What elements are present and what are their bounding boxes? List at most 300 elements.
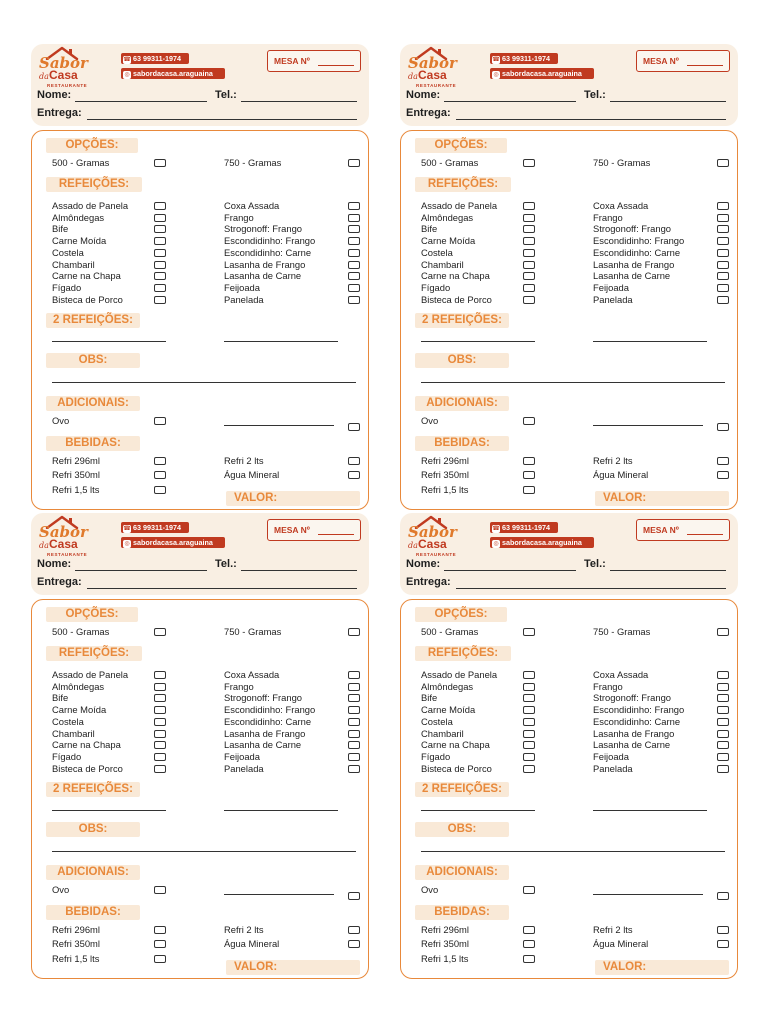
meal-strogonoff-frango-label: Strogonoff: Frango — [593, 692, 672, 704]
meal-bife-checkbox[interactable] — [523, 694, 535, 702]
meal-coxa-assada-checkbox[interactable] — [348, 202, 360, 210]
meal-frango-checkbox[interactable] — [717, 214, 729, 222]
instagram-badge — [121, 68, 225, 79]
meal-figado-checkbox[interactable] — [154, 284, 166, 292]
extra-egg-checkbox[interactable] — [154, 886, 166, 894]
meal-almondegas-label: Almôndegas — [52, 680, 105, 692]
drink-refri-296ml-label: Refri 296ml — [421, 455, 469, 466]
meal-assado-de-panela-label: Assado de Panela — [52, 669, 129, 680]
meal-frango-checkbox[interactable] — [717, 683, 729, 691]
logo-text-da: da — [39, 541, 49, 550]
phone-icon: ☎ — [123, 526, 131, 532]
meal-assado-de-panela-checkbox[interactable] — [523, 671, 535, 679]
drink-refri-1-5-lts-label: Refri 1,5 lts — [52, 483, 100, 495]
table-number-box[interactable] — [636, 519, 730, 541]
meal-carne-na-chapa-label: Carne na Chapa — [421, 270, 490, 282]
extra-egg-label: Ovo — [52, 884, 70, 895]
phone-field[interactable] — [610, 101, 726, 102]
section-extras: ADICIONAIS: — [415, 396, 509, 411]
meal-strogonoff-frango-label: Strogonoff: Frango — [224, 223, 303, 235]
section-meals: REFEIÇÕES: — [415, 646, 511, 661]
table-number-box[interactable] — [267, 50, 361, 72]
meal-bife-label: Bife — [52, 223, 69, 235]
meal-figado-label: Fígado — [52, 750, 82, 762]
phone-badge — [490, 522, 558, 533]
meal-chambaril-label: Chambaril — [52, 258, 95, 270]
extra-other-checkbox[interactable] — [348, 423, 360, 431]
meal-carne-moida-label: Carne Moída — [421, 235, 476, 247]
meal-strogonoff-frango-checkbox[interactable] — [348, 694, 360, 702]
meal-costela-label: Costela — [52, 715, 84, 727]
phone-number: 63 99311-1974 — [502, 523, 550, 532]
logo-text-da: da — [39, 72, 49, 81]
drink-refri-1-5-lts-checkbox[interactable] — [523, 955, 535, 963]
drink-refri-1-5-lts-label: Refri 1,5 lts — [52, 952, 100, 964]
meal-assado-de-panela-checkbox[interactable] — [523, 202, 535, 210]
option-500g-checkbox[interactable] — [154, 159, 166, 167]
logo-text-sabor: Sabor — [408, 54, 457, 72]
meal-escondidinho-frango-checkbox[interactable] — [717, 706, 729, 714]
meal-lasanha-de-frango-checkbox[interactable] — [717, 261, 729, 269]
name-field[interactable] — [75, 570, 207, 571]
meal-costela-checkbox[interactable] — [523, 249, 535, 257]
phone-field[interactable] — [241, 101, 357, 102]
instagram-handle: sabordacasa.araguaina — [133, 69, 213, 78]
meal-chambaril-checkbox[interactable] — [154, 730, 166, 738]
section-drinks: BEBIDAS: — [415, 905, 509, 920]
meal-panelada-label: Panelada — [224, 293, 264, 305]
delivery-field[interactable] — [87, 588, 357, 589]
meal-almondegas-label: Almôndegas — [52, 211, 105, 223]
meal-escondidinho-carne-label: Escondidinho: Carne — [593, 246, 681, 258]
phone-icon: ☎ — [123, 57, 131, 63]
meal-coxa-assada-label: Coxa Assada — [593, 669, 649, 680]
phone-field[interactable] — [241, 570, 357, 571]
two-meals-field-1[interactable] — [52, 341, 166, 342]
notes-field[interactable] — [421, 851, 725, 852]
name-field[interactable] — [75, 101, 207, 102]
instagram-icon: ◎ — [493, 72, 499, 78]
ticket-body — [31, 130, 369, 510]
name-label: Nome: — [406, 89, 441, 101]
ticket-body — [31, 599, 369, 979]
meal-strogonoff-frango-label: Strogonoff: Frango — [593, 223, 672, 235]
drink-refri-1-5-lts-label: Refri 1,5 lts — [421, 483, 469, 495]
meal-feijoada-checkbox[interactable] — [717, 753, 729, 761]
meal-panelada-checkbox[interactable] — [348, 296, 360, 304]
section-drinks: BEBIDAS: — [46, 905, 140, 920]
drink-refri-350ml-checkbox[interactable] — [523, 940, 535, 948]
meal-strogonoff-frango-checkbox[interactable] — [717, 225, 729, 233]
meal-bisteca-de-porco-label: Bisteca de Porco — [421, 293, 492, 305]
meal-bisteca-de-porco-label: Bisteca de Porco — [52, 762, 123, 774]
meal-carne-na-chapa-label: Carne na Chapa — [52, 270, 121, 282]
option-500g-checkbox[interactable] — [523, 628, 535, 636]
option-750g-label: 750 - Gramas — [224, 626, 282, 637]
meal-assado-de-panela-label: Assado de Panela — [421, 200, 498, 211]
table-number-field[interactable] — [687, 65, 723, 66]
restaurant-logo — [404, 46, 484, 92]
instagram-badge — [490, 68, 594, 79]
meal-assado-de-panela-checkbox[interactable] — [154, 202, 166, 210]
instagram-badge — [121, 537, 225, 548]
meal-panelada-checkbox[interactable] — [348, 765, 360, 773]
meal-chambaril-label: Chambaril — [52, 727, 95, 739]
extra-egg-label: Ovo — [421, 884, 439, 895]
table-number-field[interactable] — [318, 534, 354, 535]
phone-number: 63 99311-1974 — [133, 54, 181, 63]
option-750g-checkbox[interactable] — [348, 159, 360, 167]
meal-almondegas-checkbox[interactable] — [154, 683, 166, 691]
meal-lasanha-de-frango-checkbox[interactable] — [348, 261, 360, 269]
meal-bisteca-de-porco-checkbox[interactable] — [523, 765, 535, 773]
meal-frango-checkbox[interactable] — [348, 214, 360, 222]
extra-other-checkbox[interactable] — [348, 892, 360, 900]
total-value-field[interactable]: VALOR: — [595, 960, 729, 975]
drink-agua-mineral-checkbox[interactable] — [348, 940, 360, 948]
meal-chambaril-checkbox[interactable] — [523, 261, 535, 269]
drink-refri-2-lts-label: Refri 2 lts — [593, 455, 633, 466]
phone-label: Tel.: — [584, 558, 606, 570]
drink-refri-350ml-label: Refri 350ml — [52, 938, 100, 950]
drink-refri-350ml-checkbox[interactable] — [523, 471, 535, 479]
instagram-icon: ◎ — [124, 541, 130, 547]
logo-text-casa: Casa — [418, 68, 447, 82]
drink-refri-296ml-label: Refri 296ml — [52, 924, 100, 935]
meal-bife-checkbox[interactable] — [154, 694, 166, 702]
meal-lasanha-de-frango-checkbox[interactable] — [348, 730, 360, 738]
meal-coxa-assada-checkbox[interactable] — [717, 671, 729, 679]
drink-refri-296ml-checkbox[interactable] — [154, 926, 166, 934]
restaurant-logo — [35, 46, 115, 92]
meal-carne-moida-checkbox[interactable] — [523, 237, 535, 245]
meal-panelada-label: Panelada — [224, 762, 264, 774]
drink-refri-2-lts-label: Refri 2 lts — [593, 924, 633, 935]
option-750g-label: 750 - Gramas — [224, 157, 282, 168]
meal-assado-de-panela-label: Assado de Panela — [52, 200, 129, 211]
drink-agua-mineral-checkbox[interactable] — [348, 471, 360, 479]
extra-other-field[interactable] — [224, 894, 334, 895]
logo-text-restaurante: RESTAURANTE — [416, 552, 457, 557]
name-field[interactable] — [444, 101, 576, 102]
ticket-header — [31, 513, 369, 595]
drink-refri-296ml-label: Refri 296ml — [421, 924, 469, 935]
meal-assado-de-panela-checkbox[interactable] — [154, 671, 166, 679]
instagram-handle: sabordacasa.araguaina — [502, 69, 582, 78]
meal-bisteca-de-porco-checkbox[interactable] — [154, 765, 166, 773]
logo-text-casa: Casa — [49, 537, 78, 551]
two-meals-field-2[interactable] — [224, 810, 338, 811]
meal-frango-label: Frango — [224, 211, 254, 223]
meal-almondegas-checkbox[interactable] — [523, 683, 535, 691]
drink-refri-2-lts-checkbox[interactable] — [348, 926, 360, 934]
phone-badge — [490, 53, 558, 64]
section-meals: REFEIÇÕES: — [415, 177, 511, 192]
option-750g-checkbox[interactable] — [717, 159, 729, 167]
extra-egg-checkbox[interactable] — [154, 417, 166, 425]
meal-panelada-checkbox[interactable] — [717, 296, 729, 304]
meal-figado-checkbox[interactable] — [523, 753, 535, 761]
meal-coxa-assada-checkbox[interactable] — [348, 671, 360, 679]
delivery-field[interactable] — [87, 119, 357, 120]
instagram-handle: sabordacasa.araguaina — [133, 538, 213, 547]
table-number-box[interactable] — [267, 519, 361, 541]
total-value-field[interactable]: VALOR: — [226, 491, 360, 506]
extra-other-checkbox[interactable] — [717, 892, 729, 900]
phone-badge — [121, 522, 189, 533]
two-meals-field-1[interactable] — [421, 810, 535, 811]
name-label: Nome: — [37, 558, 72, 570]
meal-bisteca-de-porco-checkbox[interactable] — [154, 296, 166, 304]
meal-strogonoff-frango-label: Strogonoff: Frango — [224, 692, 303, 704]
meal-escondidinho-carne-checkbox[interactable] — [717, 249, 729, 257]
drink-refri-350ml-checkbox[interactable] — [154, 471, 166, 479]
section-two-meals: 2 REFEIÇÕES: — [46, 782, 140, 797]
section-notes: OBS: — [46, 822, 140, 837]
option-500g-checkbox[interactable] — [154, 628, 166, 636]
meal-lasanha-de-carne-checkbox[interactable] — [348, 741, 360, 749]
meal-lasanha-de-carne-checkbox[interactable] — [717, 272, 729, 280]
meal-chambaril-label: Chambaril — [421, 258, 464, 270]
logo-text-casa: Casa — [418, 537, 447, 551]
name-label: Nome: — [37, 89, 72, 101]
section-meals: REFEIÇÕES: — [46, 646, 142, 661]
drink-refri-1-5-lts-checkbox[interactable] — [523, 486, 535, 494]
meal-escondidinho-carne-checkbox[interactable] — [348, 718, 360, 726]
order-ticket — [31, 513, 369, 979]
meal-coxa-assada-label: Coxa Assada — [593, 200, 649, 211]
meal-lasanha-de-carne-label: Lasanha de Carne — [224, 739, 302, 751]
option-750g-checkbox[interactable] — [717, 628, 729, 636]
meal-lasanha-de-frango-label: Lasanha de Frango — [593, 727, 675, 739]
option-750g-checkbox[interactable] — [348, 628, 360, 636]
meal-feijoada-checkbox[interactable] — [348, 284, 360, 292]
meal-carne-na-chapa-checkbox[interactable] — [154, 741, 166, 749]
section-options: OPÇÕES: — [415, 138, 507, 153]
drink-refri-296ml-checkbox[interactable] — [154, 457, 166, 465]
meal-feijoada-label: Feijoada — [593, 750, 629, 762]
meal-carne-moida-label: Carne Moída — [421, 704, 476, 716]
phone-number: 63 99311-1974 — [502, 54, 550, 63]
meal-bife-checkbox[interactable] — [154, 225, 166, 233]
meal-lasanha-de-carne-checkbox[interactable] — [717, 741, 729, 749]
meal-coxa-assada-checkbox[interactable] — [717, 202, 729, 210]
option-500g-label: 500 - Gramas — [421, 157, 479, 168]
section-extras: ADICIONAIS: — [46, 865, 140, 880]
meal-bife-label: Bife — [52, 692, 69, 704]
table-number-label: MESA Nº — [274, 56, 310, 66]
logo-text-casa: Casa — [49, 68, 78, 82]
meal-escondidinho-frango-label: Escondidinho: Frango — [593, 704, 685, 716]
delivery-label: Entrega: — [37, 107, 82, 119]
delivery-field[interactable] — [456, 588, 726, 589]
meal-frango-checkbox[interactable] — [348, 683, 360, 691]
extra-other-field[interactable] — [593, 894, 703, 895]
meal-chambaril-checkbox[interactable] — [523, 730, 535, 738]
notes-field[interactable] — [52, 851, 356, 852]
meal-costela-checkbox[interactable] — [523, 718, 535, 726]
meal-lasanha-de-carne-checkbox[interactable] — [348, 272, 360, 280]
meal-almondegas-checkbox[interactable] — [523, 214, 535, 222]
meal-feijoada-label: Feijoada — [224, 281, 260, 293]
meal-escondidinho-frango-checkbox[interactable] — [348, 706, 360, 714]
drink-agua-mineral-label: Água Mineral — [593, 469, 649, 481]
meal-carne-na-chapa-checkbox[interactable] — [523, 741, 535, 749]
meal-bife-checkbox[interactable] — [523, 225, 535, 233]
meal-bife-label: Bife — [421, 692, 438, 704]
extra-other-field[interactable] — [224, 425, 334, 426]
meal-figado-label: Fígado — [52, 281, 82, 293]
table-number-label: MESA Nº — [643, 525, 679, 535]
two-meals-field-1[interactable] — [421, 341, 535, 342]
meal-carne-moida-checkbox[interactable] — [523, 706, 535, 714]
drink-refri-1-5-lts-checkbox[interactable] — [154, 955, 166, 963]
meal-chambaril-checkbox[interactable] — [154, 261, 166, 269]
drink-refri-296ml-checkbox[interactable] — [523, 926, 535, 934]
drink-refri-296ml-checkbox[interactable] — [523, 457, 535, 465]
ticket-body — [400, 130, 738, 510]
two-meals-field-2[interactable] — [593, 810, 707, 811]
drink-refri-350ml-label: Refri 350ml — [421, 938, 469, 950]
option-500g-label: 500 - Gramas — [421, 626, 479, 637]
meal-costela-checkbox[interactable] — [154, 718, 166, 726]
drink-agua-mineral-checkbox[interactable] — [717, 940, 729, 948]
instagram-handle: sabordacasa.araguaina — [502, 538, 582, 547]
meal-carne-na-chapa-checkbox[interactable] — [523, 272, 535, 280]
phone-field[interactable] — [610, 570, 726, 571]
phone-badge — [121, 53, 189, 64]
notes-field[interactable] — [421, 382, 725, 383]
drink-agua-mineral-label: Água Mineral — [593, 938, 649, 950]
total-value-field[interactable]: VALOR: — [226, 960, 360, 975]
delivery-label: Entrega: — [406, 576, 451, 588]
meal-feijoada-checkbox[interactable] — [717, 284, 729, 292]
logo-text-da: da — [408, 72, 418, 81]
ticket-body — [400, 599, 738, 979]
meal-chambaril-label: Chambaril — [421, 727, 464, 739]
meal-lasanha-de-frango-checkbox[interactable] — [717, 730, 729, 738]
two-meals-field-1[interactable] — [52, 810, 166, 811]
meal-bisteca-de-porco-label: Bisteca de Porco — [52, 293, 123, 305]
option-500g-checkbox[interactable] — [523, 159, 535, 167]
logo-text-da: da — [408, 541, 418, 550]
phone-icon: ☎ — [492, 526, 500, 532]
logo-text-restaurante: RESTAURANTE — [47, 552, 88, 557]
section-options: OPÇÕES: — [46, 138, 138, 153]
ticket-header — [400, 44, 738, 126]
drink-refri-1-5-lts-checkbox[interactable] — [154, 486, 166, 494]
name-field[interactable] — [444, 570, 576, 571]
notes-field[interactable] — [52, 382, 356, 383]
logo-text-restaurante: RESTAURANTE — [416, 83, 457, 88]
meal-bisteca-de-porco-label: Bisteca de Porco — [421, 762, 492, 774]
meal-costela-label: Costela — [421, 246, 453, 258]
drink-refri-2-lts-checkbox[interactable] — [717, 926, 729, 934]
order-ticket — [400, 513, 738, 979]
meal-figado-checkbox[interactable] — [523, 284, 535, 292]
meal-costela-label: Costela — [421, 715, 453, 727]
section-notes: OBS: — [415, 353, 509, 368]
table-number-box[interactable] — [636, 50, 730, 72]
logo-text-restaurante: RESTAURANTE — [47, 83, 88, 88]
extra-egg-checkbox[interactable] — [523, 886, 535, 894]
drink-refri-350ml-checkbox[interactable] — [154, 940, 166, 948]
drink-refri-2-lts-checkbox[interactable] — [717, 457, 729, 465]
meal-feijoada-label: Feijoada — [224, 750, 260, 762]
section-two-meals: 2 REFEIÇÕES: — [415, 313, 509, 328]
meal-almondegas-checkbox[interactable] — [154, 214, 166, 222]
meal-lasanha-de-frango-label: Lasanha de Frango — [593, 258, 675, 270]
meal-strogonoff-frango-checkbox[interactable] — [717, 694, 729, 702]
extra-other-field[interactable] — [593, 425, 703, 426]
meal-frango-label: Frango — [593, 211, 623, 223]
section-notes: OBS: — [46, 353, 140, 368]
section-two-meals: 2 REFEIÇÕES: — [415, 782, 509, 797]
delivery-field[interactable] — [456, 119, 726, 120]
meal-carne-moida-checkbox[interactable] — [154, 237, 166, 245]
meal-lasanha-de-carne-label: Lasanha de Carne — [224, 270, 302, 282]
table-number-label: MESA Nº — [274, 525, 310, 535]
meal-figado-checkbox[interactable] — [154, 753, 166, 761]
meal-bisteca-de-porco-checkbox[interactable] — [523, 296, 535, 304]
meal-assado-de-panela-label: Assado de Panela — [421, 669, 498, 680]
table-number-label: MESA Nº — [643, 56, 679, 66]
meal-feijoada-checkbox[interactable] — [348, 753, 360, 761]
drink-refri-2-lts-checkbox[interactable] — [348, 457, 360, 465]
meal-coxa-assada-label: Coxa Assada — [224, 669, 280, 680]
meal-figado-label: Fígado — [421, 281, 451, 293]
section-drinks: BEBIDAS: — [415, 436, 509, 451]
table-number-field[interactable] — [318, 65, 354, 66]
meal-carne-na-chapa-label: Carne na Chapa — [52, 739, 121, 751]
drink-agua-mineral-checkbox[interactable] — [717, 471, 729, 479]
meal-feijoada-label: Feijoada — [593, 281, 629, 293]
section-options: OPÇÕES: — [46, 607, 138, 622]
delivery-label: Entrega: — [37, 576, 82, 588]
meal-escondidinho-carne-checkbox[interactable] — [348, 249, 360, 257]
meal-panelada-label: Panelada — [593, 293, 633, 305]
name-label: Nome: — [406, 558, 441, 570]
drink-refri-1-5-lts-label: Refri 1,5 lts — [421, 952, 469, 964]
meal-costela-checkbox[interactable] — [154, 249, 166, 257]
phone-label: Tel.: — [584, 89, 606, 101]
total-value-field[interactable]: VALOR: — [595, 491, 729, 506]
meal-escondidinho-frango-label: Escondidinho: Frango — [224, 704, 316, 716]
order-ticket — [400, 44, 738, 510]
extra-egg-label: Ovo — [52, 415, 70, 426]
meal-panelada-label: Panelada — [593, 762, 633, 774]
extra-egg-checkbox[interactable] — [523, 417, 535, 425]
meal-lasanha-de-carne-label: Lasanha de Carne — [593, 739, 671, 751]
instagram-badge — [490, 537, 594, 548]
table-number-field[interactable] — [687, 534, 723, 535]
extra-other-checkbox[interactable] — [717, 423, 729, 431]
two-meals-field-2[interactable] — [593, 341, 707, 342]
meal-lasanha-de-carne-label: Lasanha de Carne — [593, 270, 671, 282]
meal-carne-moida-checkbox[interactable] — [154, 706, 166, 714]
two-meals-field-2[interactable] — [224, 341, 338, 342]
meal-escondidinho-frango-checkbox[interactable] — [348, 237, 360, 245]
meal-panelada-checkbox[interactable] — [717, 765, 729, 773]
meal-escondidinho-carne-checkbox[interactable] — [717, 718, 729, 726]
drink-agua-mineral-label: Água Mineral — [224, 938, 280, 950]
order-ticket — [31, 44, 369, 510]
meal-bife-label: Bife — [421, 223, 438, 235]
restaurant-logo — [35, 515, 115, 561]
meal-escondidinho-frango-checkbox[interactable] — [717, 237, 729, 245]
meal-carne-na-chapa-checkbox[interactable] — [154, 272, 166, 280]
meal-strogonoff-frango-checkbox[interactable] — [348, 225, 360, 233]
